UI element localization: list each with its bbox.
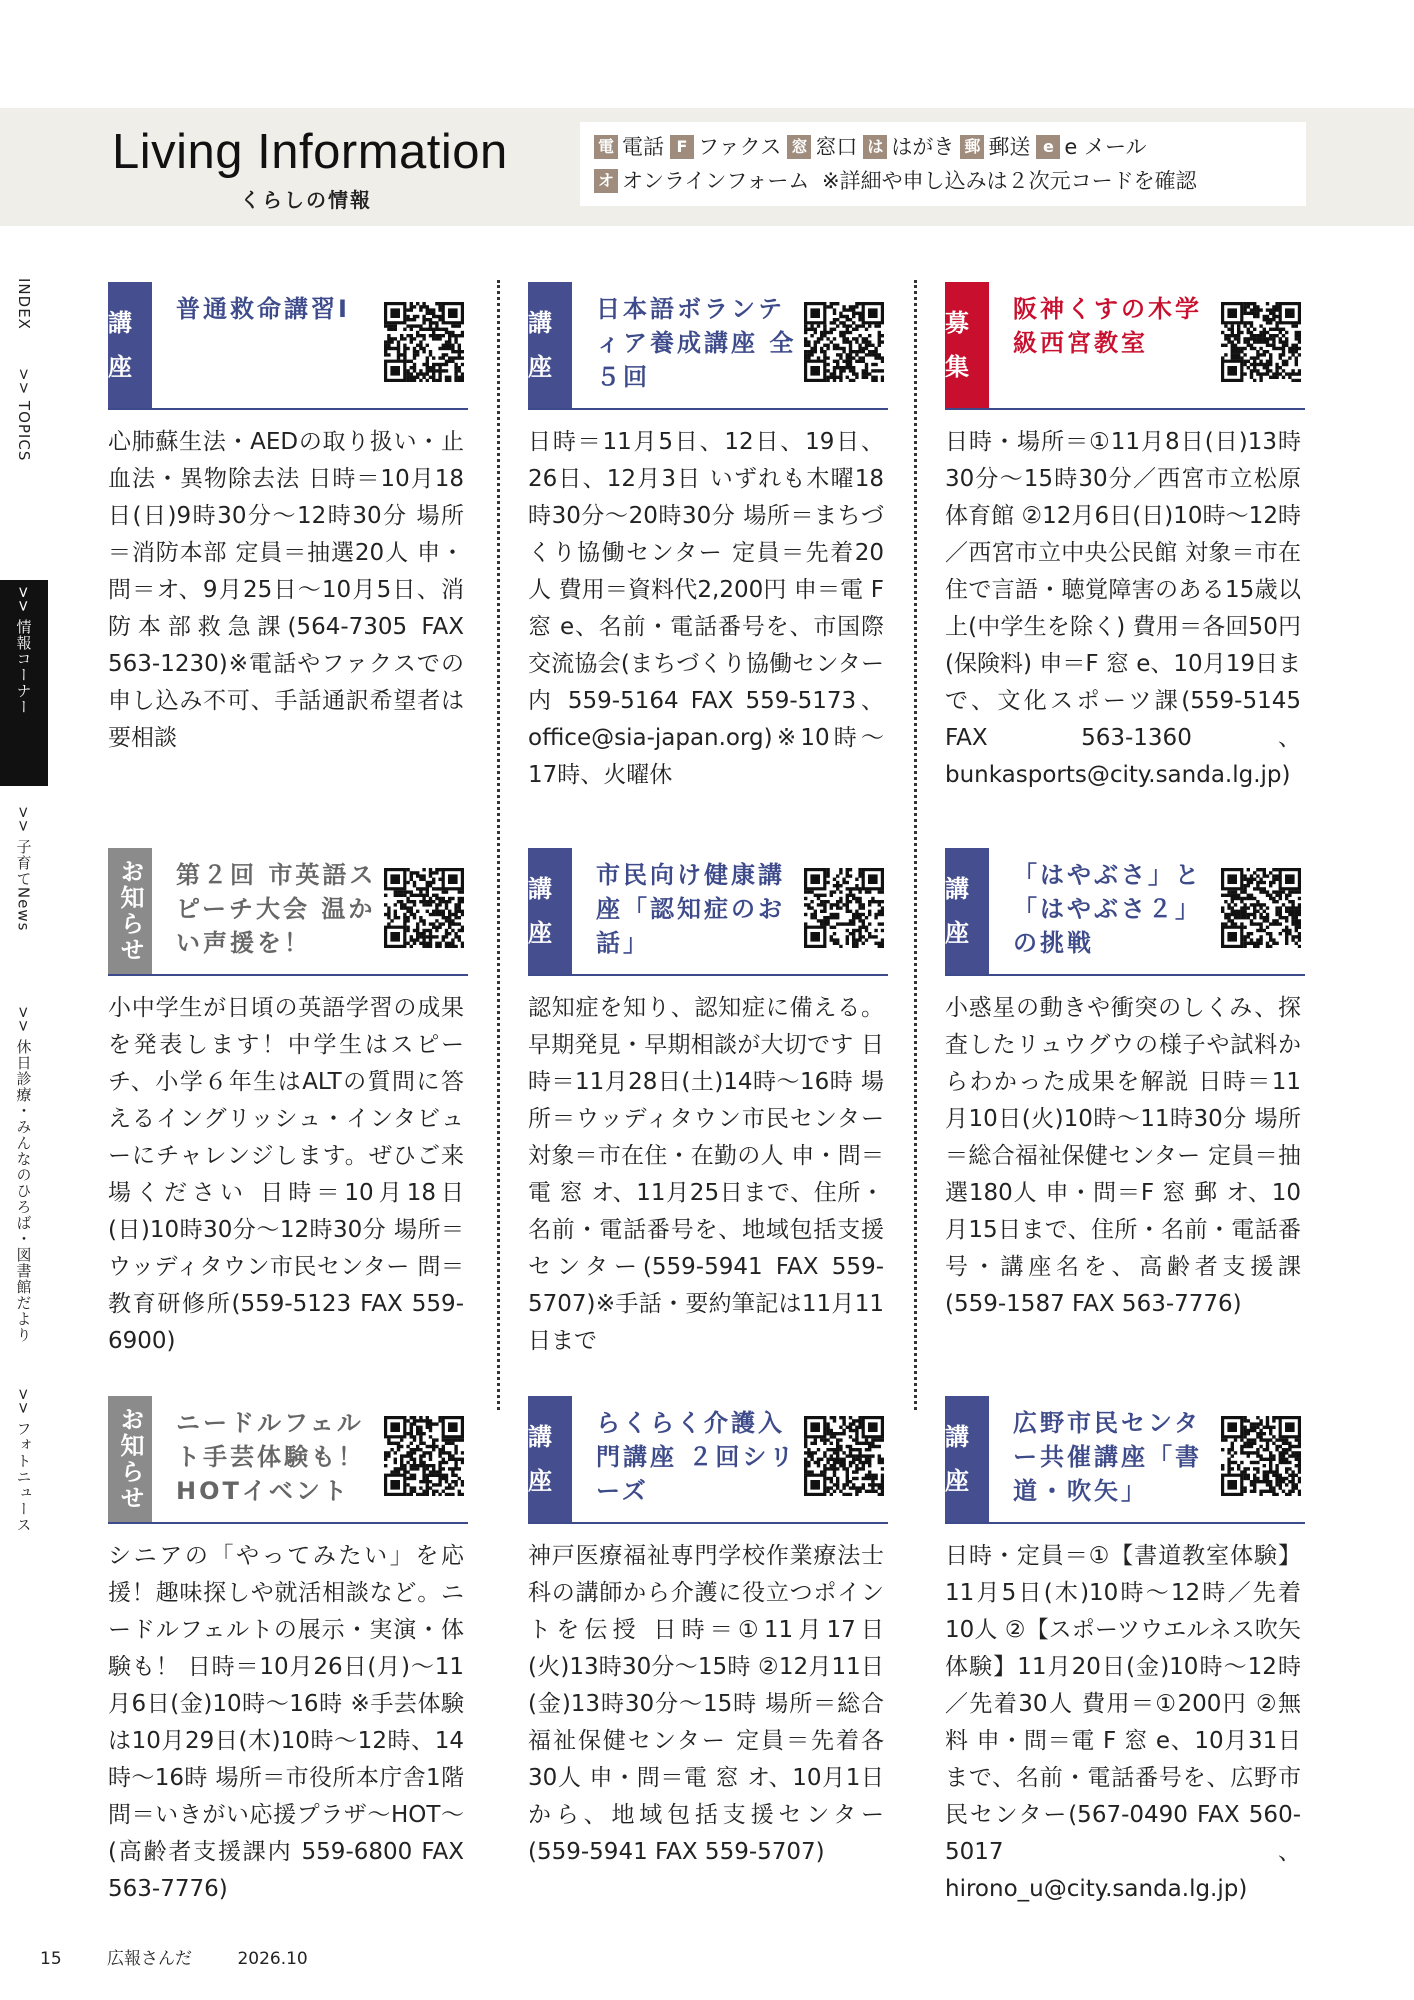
sidenav-item[interactable]: >> 休日診療・みんなのひろば・図書館だより — [14, 1006, 33, 1343]
online-form-tag: オ — [594, 169, 618, 193]
qr-code[interactable] — [384, 868, 464, 948]
qr-code-icon[interactable] — [1221, 868, 1301, 948]
category-badge: お知らせ — [108, 848, 152, 974]
card-body: 日時・定員＝①【書道教室体験】11月5日(木)10時～12時／先着10人 ②【スポーツウエルネス吹矢体験】11月20日(金)10時～12時／先着30人 費用＝①200円 ②無料 申・問＝電 F 窓 e、10月31日まで、名前・電話番号を、広野市民センター(567-0490 FAX 560-5017、hirono_u@city.sanda.lg.jp) — [945, 1543, 1301, 1902]
info-card — [108, 848, 468, 1360]
card-body: 小惑星の動きや衝突のしくみ、探査したリュウグウの様子や試料からわかった成果を解説 日時＝11月10日(火)10時～11時30分 場所＝総合福祉保健センター 定員＝抽選180人 申・問＝F 窓 郵 オ、10月15日まで、住所・名前・電話番号・講座名を、高齢者支援課(559-1587 FAX 563-7776) — [945, 995, 1301, 1317]
legend-tag: 郵 — [960, 135, 984, 159]
sidenav-item[interactable]: >> 子育てNews — [14, 806, 33, 932]
card-title: 日本語ボランティア養成講座 全５回 — [596, 295, 797, 391]
info-card — [945, 848, 1305, 1323]
card-body: 小中学生が日頃の英語学習の成果を発表します！中学生はスピーチ、小学６年生はALTの質問に答えるイングリッシュ・インタビューにチャレンジします。ぜひご来場ください 日時＝10月18日(日)10時30分～12時30分 場所＝ウッディタウン市民センター 問＝教育研修所(559-5123 FAX 559-6900) — [108, 995, 464, 1354]
info-card — [528, 848, 888, 1360]
online-form-label: オンラインフォーム — [622, 169, 810, 193]
column-divider — [914, 280, 917, 1410]
legend-tag: は — [863, 135, 887, 159]
info-card — [528, 1396, 888, 1871]
sidenav-item[interactable]: >> TOPICS — [15, 368, 33, 462]
legend-label: はがき — [891, 135, 955, 159]
card-header — [528, 282, 888, 410]
sidenav-item[interactable]: INDEX — [15, 278, 33, 330]
category-badge: 講座 — [945, 1396, 989, 1522]
card-body: 心肺蘇生法・AEDの取り扱い・止血法・異物除去法 日時＝10月18日(日)9時30分～12時30分 場所＝消防本部 定員＝抽選20人 申・問＝オ、9月25日～10月5日、消防本部救急課(564-7305 FAX 563-1230)※電話やファクスでの申し込み不可、手話通訳希望者は要相談 — [108, 429, 464, 751]
card-title: らくらく介護入門講座 ２回シリーズ — [596, 1409, 797, 1505]
legend-box — [580, 122, 1306, 206]
qr-code-icon[interactable] — [804, 302, 884, 382]
legend-line-1 — [594, 130, 1292, 164]
publication-name: 広報さんだ — [107, 1949, 193, 1969]
footer — [40, 1944, 348, 1969]
legend-tag: 電 — [594, 135, 618, 159]
issue-date: 2026.10 — [237, 1949, 308, 1969]
card-header — [945, 848, 1305, 976]
info-card — [528, 282, 888, 794]
qr-code[interactable] — [804, 302, 884, 382]
card-title: ニードルフェルト手芸体験も！HOTイベント — [176, 1409, 365, 1505]
qr-code-icon[interactable] — [1221, 1416, 1301, 1496]
category-badge: 講座 — [528, 1396, 572, 1522]
legend-tag: F — [670, 135, 694, 159]
qr-code-icon[interactable] — [804, 1416, 884, 1496]
card-header — [108, 282, 468, 410]
card-body: シニアの「やってみたい」を応援！趣味探しや就活相談など。ニードルフェルトの展示・実演・体験も！ 日時＝10月26日(月)～11月6日(金)10時～16時 ※手芸体験は10月29日(木)10時～12時、14時～16時 場所＝市役所本庁舎1階 問＝いきがい応援プラザ～HOT～(高齢者支援課内 559-6800 FAX 563-7776) — [108, 1543, 464, 1902]
card-title: 普通救命講習Ⅰ — [176, 295, 350, 323]
qr-code[interactable] — [804, 1416, 884, 1496]
page-subtitle: くらしの情報 — [240, 188, 372, 212]
qr-code-icon[interactable] — [384, 302, 464, 382]
page-number: 15 — [40, 1949, 62, 1969]
legend-label: 郵送 — [988, 135, 1031, 159]
qr-code[interactable] — [384, 1416, 464, 1496]
info-card — [108, 282, 468, 757]
card-body: 日時＝11月5日、12日、19日、26日、12月3日 いずれも木曜18時30分～20時30分 場所＝まちづくり協働センター 定員＝先着20人 費用＝資料代2,200円 申＝電 F 窓 e、名前・電話番号を、市国際交流協会(まちづくり協働センター内 559-5164 FAX 559-5173、office@sia-japan.org)※10時～17時、火曜休 — [528, 429, 884, 788]
qr-code[interactable] — [1221, 302, 1301, 382]
page-title: Living Information — [112, 125, 508, 179]
category-badge: 募集 — [945, 282, 989, 408]
legend-tag: 窓 — [787, 135, 811, 159]
legend-label: 窓口 — [815, 135, 858, 159]
info-card — [945, 1396, 1305, 1908]
legend-note: ※詳細や申し込みは２次元コードを確認 — [822, 169, 1197, 193]
card-title: 阪神くすの木学級西宮教室 — [1013, 295, 1202, 357]
legend-line-2 — [594, 164, 1292, 198]
qr-code-icon[interactable] — [1221, 302, 1301, 382]
card-body: 日時・場所＝①11月8日(日)13時30分～15時30分／西宮市立松原体育館 ②12月6日(日)10時～12時／西宮市立中央公民館 対象＝市在住で言語・聴覚障害のある15歳以上(中学生を除く) 費用＝各回50円(保険料) 申＝F 窓 e、10月19日まで、文化スポーツ課(559-5145 FAX 563-1360、bunkasports@city.sanda.lg.jp) — [945, 429, 1301, 788]
card-header — [108, 848, 468, 976]
side-navigation — [0, 272, 48, 1642]
legend-tag: e — [1036, 135, 1060, 159]
qr-code[interactable] — [1221, 868, 1301, 948]
qr-code-icon[interactable] — [804, 868, 884, 948]
qr-code[interactable] — [1221, 1416, 1301, 1496]
category-badge: お知らせ — [108, 1396, 152, 1522]
column-divider — [497, 280, 500, 1410]
card-title: 「はやぶさ」と「はやぶさ２」の挑戦 — [1013, 861, 1202, 957]
card-title: 市民向け健康講座「認知症のお話」 — [596, 861, 785, 957]
legend-label: e メール — [1064, 135, 1147, 159]
card-header — [945, 282, 1305, 410]
category-badge: 講座 — [528, 848, 572, 974]
sidenav-item[interactable]: >> 情報コーナー — [0, 580, 48, 786]
card-title: 第２回 市英語スピーチ大会 温かい声援を！ — [176, 861, 377, 957]
qr-code-icon[interactable] — [384, 1416, 464, 1496]
header — [0, 108, 1414, 226]
card-header — [945, 1396, 1305, 1524]
card-header — [108, 1396, 468, 1524]
category-badge: 講座 — [945, 848, 989, 974]
sidenav-item[interactable]: >> フォトニュース — [14, 1388, 33, 1533]
category-badge: 講座 — [108, 282, 152, 408]
legend-label: 電話 — [622, 135, 664, 159]
qr-code[interactable] — [384, 302, 464, 382]
category-badge: 講座 — [528, 282, 572, 408]
legend-label: ファクス — [698, 135, 782, 159]
info-card — [108, 1396, 468, 1908]
card-body: 神戸医療福祉専門学校作業療法士科の講師から介護に役立つポイントを伝授 日時＝①11月17日(火)13時30分～15時 ②12月11日(金)13時30分～15時 場所＝総合福祉保健センター 定員＝先着各30人 申・問＝電 窓 オ、10月1日から、地域包括支援センター(559-5941 FAX 559-5707) — [528, 1543, 884, 1865]
card-header — [528, 848, 888, 976]
qr-code-icon[interactable] — [384, 868, 464, 948]
qr-code[interactable] — [804, 868, 884, 948]
card-body: 認知症を知り、認知症に備える。早期発見・早期相談が大切です 日時＝11月28日(土)14時～16時 場所＝ウッディタウン市民センター 対象＝市在住・在勤の人 申・問＝電 窓 オ、11月25日まで、住所・名前・電話番号を、地域包括支援センター(559-5941 FAX 559-5707)※手話・要約筆記は11月11日まで — [528, 995, 884, 1354]
info-card — [945, 282, 1305, 794]
card-title: 広野市民センター共催講座「書道・吹矢」 — [1013, 1409, 1202, 1505]
card-header — [528, 1396, 888, 1524]
